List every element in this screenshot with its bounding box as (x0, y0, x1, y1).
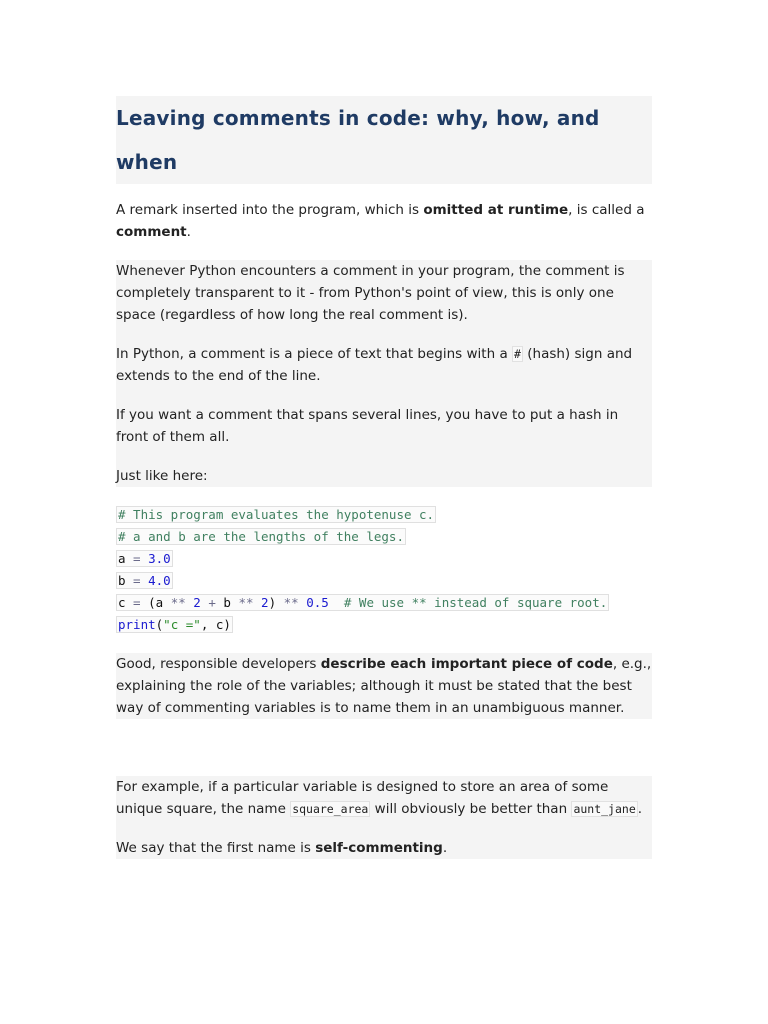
code-number: 4.0 (148, 573, 171, 588)
code-string: "c =" (163, 617, 201, 632)
text: . (186, 224, 191, 240)
paragraph-hash (116, 343, 652, 387)
paragraph-definition (116, 199, 652, 243)
code-line (116, 570, 652, 592)
text: , e.g., explaining the role of the variables; although it must be stated that the best way of commenting variables is to name them in an unambiguous manner. (116, 656, 652, 716)
code-number: 2 (185, 595, 201, 610)
title-box (116, 96, 652, 184)
code-comment: # We use ** instead of square root. (328, 595, 608, 610)
code-statement (116, 572, 173, 589)
shaded-section-1 (116, 260, 652, 487)
code-number: 2 (253, 595, 269, 610)
text: We say that the first name is (116, 840, 316, 856)
code-function: print (118, 617, 156, 632)
code-statement (116, 616, 233, 633)
paragraph-just-like: Just like here: (116, 468, 208, 484)
text: (hash) sign and extends to the end of the line. (116, 346, 633, 384)
code-number: 3.0 (148, 551, 171, 566)
code-operator: = (125, 595, 149, 610)
code-identifier: , c) (200, 617, 231, 632)
text: Good, responsible developers (116, 656, 321, 672)
code-identifier: ( (155, 617, 164, 632)
inline-code: # (514, 347, 521, 361)
shaded-section-3 (116, 776, 652, 859)
code-line (116, 614, 652, 636)
paragraph-example (116, 776, 652, 820)
paragraph-multiline: If you want a comment that spans several lines, you have to put a hash in front of them all. (116, 407, 619, 445)
text: For example, if a particular variable is designed to store an area of some unique square, the name (116, 779, 609, 817)
code-identifier: ) (268, 595, 284, 610)
code-operator: + (200, 595, 224, 610)
code-statement (116, 550, 173, 567)
code-identifier: c (118, 595, 126, 610)
code-comment: # a and b are the lengths of the legs. (118, 529, 404, 544)
code-identifier: a (118, 551, 126, 566)
code-operator: ** (283, 595, 299, 610)
code-identifier: (a (148, 595, 171, 610)
text: . (442, 840, 448, 856)
code-statement (116, 594, 609, 611)
code-comment: # This program evaluates the hypotenuse c. (118, 507, 435, 522)
code-block (116, 504, 652, 636)
article (116, 96, 652, 859)
code-operator: ** (170, 595, 186, 610)
code-operator: = (125, 551, 149, 566)
bold-text: self-commenting (315, 840, 443, 856)
paragraph-transparent: Whenever Python encounters a comment in your program, the comment is completely transparent to it - from Python's point of view, this is only one space (regardless of how long the real comment is). (116, 263, 625, 323)
code-line (116, 548, 652, 570)
text: will obviously be better than (370, 801, 572, 817)
code-line (116, 504, 652, 526)
code-line (116, 526, 652, 548)
inline-code: aunt_jane (573, 802, 636, 816)
inline-code: square_area (292, 802, 369, 816)
code-line (116, 592, 652, 614)
text: , is called a (568, 202, 645, 218)
bold-text: omitted at runtime (423, 202, 569, 218)
text: A remark inserted into the program, which is (116, 202, 424, 218)
bold-text: comment (116, 224, 187, 240)
paragraph-developers (116, 653, 652, 719)
shaded-section-2 (116, 653, 652, 719)
code-operator: ** (238, 595, 254, 610)
code-number: 0.5 (298, 595, 329, 610)
code-identifier: b (223, 595, 239, 610)
code-operator: = (125, 573, 149, 588)
page-title: Leaving comments in code: why, how, and when (116, 106, 600, 174)
text: . (637, 801, 643, 817)
paragraph-self-commenting (116, 837, 652, 859)
text: In Python, a comment is a piece of text that begins with a (116, 346, 513, 362)
bold-text: describe each important piece of code (320, 656, 613, 672)
code-identifier: b (118, 573, 126, 588)
